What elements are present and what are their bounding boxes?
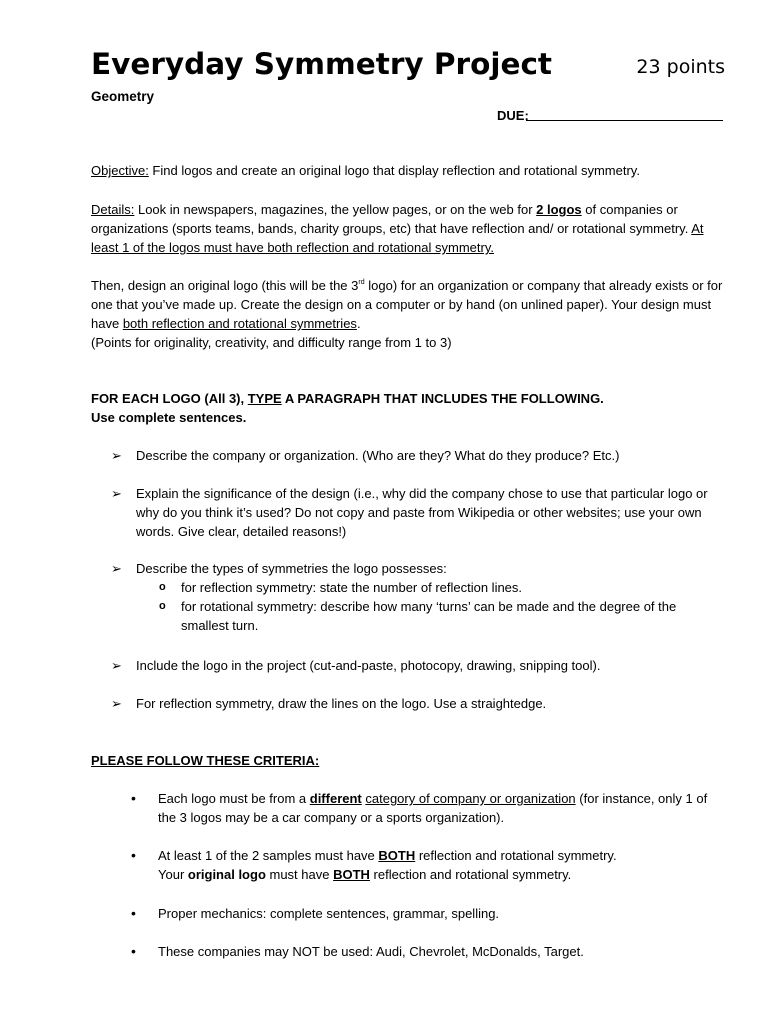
details-text: Look in newspapers, magazines, the yellow pages, or on the web for bbox=[134, 202, 537, 217]
criteria-emphasis: different bbox=[309, 791, 362, 806]
arrow-bullet-icon: ➢ bbox=[111, 696, 122, 711]
criteria-emphasis: BOTH bbox=[378, 848, 416, 863]
list-item-describe bbox=[111, 446, 723, 465]
list-item-explain bbox=[111, 484, 723, 541]
objective-paragraph bbox=[91, 161, 723, 180]
points-total: 23 points bbox=[636, 56, 725, 78]
details-paragraph bbox=[91, 200, 723, 257]
criteria-text-end: reflection and rotational symmetry. bbox=[415, 848, 617, 863]
criteria-text: Your bbox=[158, 867, 188, 882]
list-item-types bbox=[111, 559, 723, 578]
arrow-bullet-icon: ➢ bbox=[111, 658, 122, 673]
arrow-bullet-icon: ➢ bbox=[111, 448, 122, 463]
details-requirement: At least 1 of the logos must have both reflection and rotational symmetry. bbox=[91, 221, 704, 255]
list-item-include bbox=[111, 656, 723, 675]
circle-bullet-icon: o bbox=[159, 581, 166, 593]
due-date-blank bbox=[526, 120, 723, 121]
instructions-line2: Use complete sentences. bbox=[91, 410, 247, 425]
design-period: . bbox=[356, 316, 361, 331]
instructions-type: TYPE bbox=[247, 391, 282, 406]
list-item-text: Explain the significance of the design (i.e., why did the company chose to use that particular logo or why do you think it’s used? Do not copy and paste from Wikipedia or other websites; use your own words. Give clear, detailed reasons!) bbox=[136, 486, 708, 539]
page-title: Everyday Symmetry Project bbox=[91, 47, 553, 81]
criteria-item-both bbox=[131, 846, 723, 884]
criteria-text-end: (for instance, only 1 of the 3 logos may be a car company or a sports organization). bbox=[158, 791, 708, 825]
criteria-text: must have bbox=[265, 867, 334, 882]
list-item-text: Include the logo in the project (cut-and-paste, photocopy, drawing, snipping tool). bbox=[136, 658, 601, 673]
dot-bullet-icon: • bbox=[131, 905, 136, 921]
circle-bullet-icon: o bbox=[159, 600, 166, 612]
objective-text: Find logos and create an original logo that display reflection and rotational symmetry. bbox=[148, 163, 640, 178]
due-label: DUE: bbox=[497, 108, 529, 123]
design-text-continued: logo) for an organization or company that already exists or for one that you’ve made up. Create the design on a computer or by hand (on unlined paper). Your design must have bbox=[91, 278, 723, 331]
objective-label: Objective: bbox=[91, 163, 149, 178]
subject-label: Geometry bbox=[91, 89, 155, 104]
details-emphasis: 2 logos bbox=[536, 202, 582, 217]
dot-bullet-icon: • bbox=[131, 790, 136, 806]
document-page bbox=[91, 44, 725, 959]
dot-bullet-icon: • bbox=[131, 847, 136, 863]
instructions-text-end: A PARAGRAPH THAT INCLUDES THE FOLLOWING. bbox=[281, 391, 604, 406]
criteria-text: At least 1 of the 2 samples must have bbox=[158, 848, 379, 863]
details-label: Details: bbox=[91, 202, 135, 217]
criteria-item-category bbox=[131, 789, 723, 827]
criteria-emphasis: BOTH bbox=[333, 867, 370, 882]
criteria-text: Each logo must be from a bbox=[158, 791, 310, 806]
sublist-item-reflection bbox=[137, 578, 723, 597]
sublist-item-rotational bbox=[137, 597, 723, 635]
sublist-item-text: for rotational symmetry: describe how many ‘turns’ can be made and the degree of the smallest turn. bbox=[181, 599, 677, 633]
criteria-item-excluded bbox=[131, 942, 723, 961]
instructions-heading bbox=[91, 389, 723, 427]
criteria-item-mechanics bbox=[131, 904, 723, 923]
list-item-text: Describe the types of symmetries the logo possesses: bbox=[136, 561, 447, 576]
criteria-heading-text: PLEASE FOLLOW THESE CRITERIA: bbox=[91, 753, 320, 768]
title-row bbox=[91, 44, 723, 84]
list-item-text: Describe the company or organization. (Who are they? What do they produce? Etc.) bbox=[136, 448, 620, 463]
design-superscript: rd bbox=[358, 279, 365, 286]
arrow-bullet-icon: ➢ bbox=[111, 486, 122, 501]
dot-bullet-icon: • bbox=[131, 943, 136, 959]
design-text: Then, design an original logo (this will be the 3 bbox=[91, 278, 359, 293]
design-note: (Points for originality, creativity, and difficulty range from 1 to 3) bbox=[91, 335, 452, 350]
design-requirement: both reflection and rotational symmetries bbox=[122, 316, 357, 331]
arrow-bullet-icon: ➢ bbox=[111, 561, 122, 576]
list-item-draw bbox=[111, 694, 723, 713]
criteria-underline: category of company or organization bbox=[365, 791, 576, 806]
criteria-original-logo: original logo bbox=[187, 867, 266, 882]
criteria-heading bbox=[91, 751, 723, 770]
criteria-text: These companies may NOT be used: Audi, Chevrolet, McDonalds, Target. bbox=[158, 944, 584, 959]
sublist-item-text: for reflection symmetry: state the number of reflection lines. bbox=[181, 580, 523, 595]
types-sublist bbox=[91, 578, 723, 635]
criteria-text: Proper mechanics: complete sentences, grammar, spelling. bbox=[158, 906, 500, 921]
instructions-text: FOR EACH LOGO (All 3), bbox=[91, 391, 248, 406]
details-text-continued: of companies or organizations (sports teams, bands, charity groups, etc) that have reflection and/ or rotational symmetry. bbox=[91, 202, 692, 236]
list-item-text: For reflection symmetry, draw the lines on the logo. Use a straightedge. bbox=[136, 696, 547, 711]
design-paragraph bbox=[91, 276, 723, 352]
criteria-text-end: reflection and rotational symmetry. bbox=[369, 867, 572, 882]
